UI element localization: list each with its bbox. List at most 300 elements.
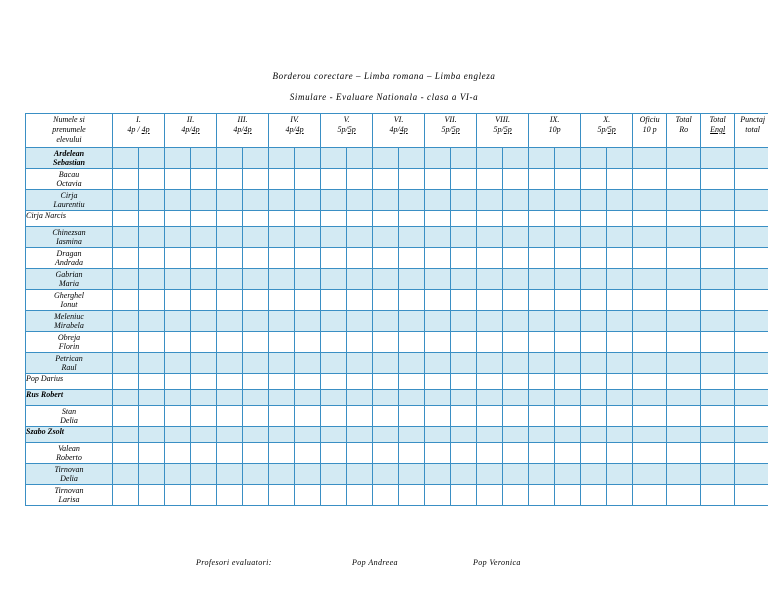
score-cell[interactable]	[321, 464, 347, 485]
score-cell[interactable]	[477, 169, 503, 190]
score-cell[interactable]	[451, 390, 477, 406]
score-cell[interactable]	[503, 269, 529, 290]
score-cell[interactable]	[217, 374, 243, 390]
score-cell[interactable]	[701, 169, 735, 190]
score-cell[interactable]	[607, 269, 633, 290]
score-cell[interactable]	[191, 311, 217, 332]
score-cell[interactable]	[667, 406, 701, 427]
score-cell[interactable]	[165, 169, 191, 190]
score-cell[interactable]	[581, 169, 607, 190]
score-cell[interactable]	[667, 311, 701, 332]
score-cell[interactable]	[113, 374, 139, 390]
score-cell[interactable]	[607, 485, 633, 506]
score-cell[interactable]	[701, 485, 735, 506]
score-cell[interactable]	[529, 485, 555, 506]
score-cell[interactable]	[607, 406, 633, 427]
score-cell[interactable]	[113, 290, 139, 311]
score-cell[interactable]	[529, 427, 555, 443]
score-cell[interactable]	[113, 443, 139, 464]
score-cell[interactable]	[451, 290, 477, 311]
score-cell[interactable]	[735, 148, 768, 169]
score-cell[interactable]	[451, 485, 477, 506]
score-cell[interactable]	[113, 148, 139, 169]
score-cell[interactable]	[701, 148, 735, 169]
score-cell[interactable]	[735, 227, 768, 248]
score-cell[interactable]	[701, 248, 735, 269]
score-cell[interactable]	[607, 443, 633, 464]
score-cell[interactable]	[243, 332, 269, 353]
score-cell[interactable]	[321, 248, 347, 269]
score-cell[interactable]	[477, 148, 503, 169]
score-cell[interactable]	[217, 406, 243, 427]
score-cell[interactable]	[295, 169, 321, 190]
score-cell[interactable]	[633, 406, 667, 427]
score-cell[interactable]	[451, 190, 477, 211]
score-cell[interactable]	[347, 332, 373, 353]
score-cell[interactable]	[113, 332, 139, 353]
score-cell[interactable]	[633, 311, 667, 332]
score-cell[interactable]	[321, 148, 347, 169]
score-cell[interactable]	[217, 311, 243, 332]
score-cell[interactable]	[425, 169, 451, 190]
score-cell[interactable]	[295, 269, 321, 290]
score-cell[interactable]	[555, 406, 581, 427]
score-cell[interactable]	[269, 332, 295, 353]
score-cell[interactable]	[139, 390, 165, 406]
score-cell[interactable]	[269, 190, 295, 211]
score-cell[interactable]	[529, 148, 555, 169]
score-cell[interactable]	[217, 269, 243, 290]
score-cell[interactable]	[191, 190, 217, 211]
score-cell[interactable]	[399, 353, 425, 374]
score-cell[interactable]	[347, 290, 373, 311]
score-cell[interactable]	[503, 406, 529, 427]
score-cell[interactable]	[269, 211, 295, 227]
score-cell[interactable]	[347, 269, 373, 290]
score-cell[interactable]	[399, 464, 425, 485]
score-cell[interactable]	[269, 148, 295, 169]
score-cell[interactable]	[425, 390, 451, 406]
score-cell[interactable]	[113, 485, 139, 506]
score-cell[interactable]	[701, 390, 735, 406]
score-cell[interactable]	[373, 311, 399, 332]
score-cell[interactable]	[735, 311, 768, 332]
score-cell[interactable]	[581, 227, 607, 248]
score-cell[interactable]	[139, 290, 165, 311]
score-cell[interactable]	[399, 269, 425, 290]
score-cell[interactable]	[451, 227, 477, 248]
score-cell[interactable]	[701, 311, 735, 332]
score-cell[interactable]	[607, 227, 633, 248]
score-cell[interactable]	[503, 443, 529, 464]
score-cell[interactable]	[139, 269, 165, 290]
score-cell[interactable]	[503, 148, 529, 169]
score-cell[interactable]	[295, 190, 321, 211]
score-cell[interactable]	[701, 269, 735, 290]
score-cell[interactable]	[165, 269, 191, 290]
score-cell[interactable]	[191, 290, 217, 311]
score-cell[interactable]	[347, 443, 373, 464]
score-cell[interactable]	[581, 464, 607, 485]
score-cell[interactable]	[243, 248, 269, 269]
score-cell[interactable]	[373, 443, 399, 464]
score-cell[interactable]	[529, 211, 555, 227]
score-cell[interactable]	[735, 406, 768, 427]
score-cell[interactable]	[165, 390, 191, 406]
score-cell[interactable]	[217, 190, 243, 211]
score-cell[interactable]	[477, 374, 503, 390]
score-cell[interactable]	[701, 443, 735, 464]
score-cell[interactable]	[373, 190, 399, 211]
score-cell[interactable]	[373, 332, 399, 353]
score-cell[interactable]	[269, 464, 295, 485]
score-cell[interactable]	[399, 332, 425, 353]
score-cell[interactable]	[243, 269, 269, 290]
score-cell[interactable]	[667, 374, 701, 390]
score-cell[interactable]	[529, 269, 555, 290]
score-cell[interactable]	[165, 227, 191, 248]
score-cell[interactable]	[269, 169, 295, 190]
score-cell[interactable]	[555, 190, 581, 211]
score-cell[interactable]	[529, 169, 555, 190]
score-cell[interactable]	[347, 353, 373, 374]
score-cell[interactable]	[191, 332, 217, 353]
score-cell[interactable]	[243, 427, 269, 443]
score-cell[interactable]	[321, 406, 347, 427]
score-cell[interactable]	[503, 353, 529, 374]
score-cell[interactable]	[555, 227, 581, 248]
score-cell[interactable]	[633, 290, 667, 311]
score-cell[interactable]	[321, 211, 347, 227]
score-cell[interactable]	[477, 427, 503, 443]
score-cell[interactable]	[113, 248, 139, 269]
score-cell[interactable]	[451, 169, 477, 190]
score-cell[interactable]	[701, 227, 735, 248]
score-cell[interactable]	[399, 190, 425, 211]
score-cell[interactable]	[399, 443, 425, 464]
score-cell[interactable]	[503, 169, 529, 190]
score-cell[interactable]	[243, 390, 269, 406]
score-cell[interactable]	[269, 311, 295, 332]
score-cell[interactable]	[701, 290, 735, 311]
score-cell[interactable]	[633, 227, 667, 248]
score-cell[interactable]	[217, 353, 243, 374]
score-cell[interactable]	[269, 353, 295, 374]
score-cell[interactable]	[321, 390, 347, 406]
score-cell[interactable]	[425, 311, 451, 332]
score-cell[interactable]	[667, 148, 701, 169]
score-cell[interactable]	[529, 311, 555, 332]
score-cell[interactable]	[347, 169, 373, 190]
score-cell[interactable]	[269, 406, 295, 427]
score-cell[interactable]	[191, 464, 217, 485]
score-cell[interactable]	[295, 485, 321, 506]
score-cell[interactable]	[581, 390, 607, 406]
score-cell[interactable]	[165, 248, 191, 269]
score-cell[interactable]	[701, 353, 735, 374]
score-cell[interactable]	[321, 485, 347, 506]
score-cell[interactable]	[295, 353, 321, 374]
score-cell[interactable]	[735, 390, 768, 406]
score-cell[interactable]	[607, 311, 633, 332]
score-cell[interactable]	[217, 169, 243, 190]
score-cell[interactable]	[581, 290, 607, 311]
score-cell[interactable]	[295, 374, 321, 390]
score-cell[interactable]	[243, 290, 269, 311]
score-cell[interactable]	[477, 390, 503, 406]
score-cell[interactable]	[633, 169, 667, 190]
score-cell[interactable]	[667, 211, 701, 227]
score-cell[interactable]	[269, 485, 295, 506]
score-cell[interactable]	[139, 427, 165, 443]
score-cell[interactable]	[191, 269, 217, 290]
score-cell[interactable]	[633, 148, 667, 169]
score-cell[interactable]	[451, 374, 477, 390]
score-cell[interactable]	[347, 211, 373, 227]
score-cell[interactable]	[701, 374, 735, 390]
score-cell[interactable]	[269, 443, 295, 464]
score-cell[interactable]	[113, 406, 139, 427]
score-cell[interactable]	[667, 427, 701, 443]
score-cell[interactable]	[347, 406, 373, 427]
score-cell[interactable]	[373, 485, 399, 506]
score-cell[interactable]	[477, 464, 503, 485]
score-cell[interactable]	[425, 190, 451, 211]
score-cell[interactable]	[529, 190, 555, 211]
score-cell[interactable]	[191, 248, 217, 269]
score-cell[interactable]	[555, 374, 581, 390]
score-cell[interactable]	[347, 427, 373, 443]
score-cell[interactable]	[633, 248, 667, 269]
score-cell[interactable]	[165, 211, 191, 227]
score-cell[interactable]	[503, 464, 529, 485]
score-cell[interactable]	[191, 443, 217, 464]
score-cell[interactable]	[191, 374, 217, 390]
score-cell[interactable]	[217, 427, 243, 443]
score-cell[interactable]	[347, 190, 373, 211]
score-cell[interactable]	[399, 406, 425, 427]
score-cell[interactable]	[243, 148, 269, 169]
score-cell[interactable]	[451, 353, 477, 374]
score-cell[interactable]	[399, 374, 425, 390]
score-cell[interactable]	[667, 464, 701, 485]
score-cell[interactable]	[139, 211, 165, 227]
score-cell[interactable]	[191, 227, 217, 248]
score-cell[interactable]	[399, 227, 425, 248]
score-cell[interactable]	[735, 211, 768, 227]
score-cell[interactable]	[451, 269, 477, 290]
score-cell[interactable]	[529, 443, 555, 464]
score-cell[interactable]	[217, 227, 243, 248]
score-cell[interactable]	[191, 406, 217, 427]
score-cell[interactable]	[735, 332, 768, 353]
score-cell[interactable]	[555, 332, 581, 353]
score-cell[interactable]	[701, 464, 735, 485]
score-cell[interactable]	[701, 332, 735, 353]
score-cell[interactable]	[477, 190, 503, 211]
score-cell[interactable]	[633, 374, 667, 390]
score-cell[interactable]	[139, 169, 165, 190]
score-cell[interactable]	[243, 211, 269, 227]
score-cell[interactable]	[701, 427, 735, 443]
score-cell[interactable]	[633, 269, 667, 290]
score-cell[interactable]	[503, 390, 529, 406]
score-cell[interactable]	[139, 464, 165, 485]
score-cell[interactable]	[735, 464, 768, 485]
score-cell[interactable]	[503, 485, 529, 506]
score-cell[interactable]	[633, 353, 667, 374]
score-cell[interactable]	[451, 311, 477, 332]
score-cell[interactable]	[295, 427, 321, 443]
score-cell[interactable]	[139, 374, 165, 390]
score-cell[interactable]	[347, 311, 373, 332]
score-cell[interactable]	[633, 332, 667, 353]
score-cell[interactable]	[477, 227, 503, 248]
score-cell[interactable]	[735, 290, 768, 311]
score-cell[interactable]	[399, 485, 425, 506]
score-cell[interactable]	[165, 464, 191, 485]
score-cell[interactable]	[477, 332, 503, 353]
score-cell[interactable]	[503, 248, 529, 269]
score-cell[interactable]	[735, 169, 768, 190]
score-cell[interactable]	[243, 464, 269, 485]
score-cell[interactable]	[607, 190, 633, 211]
score-cell[interactable]	[581, 190, 607, 211]
score-cell[interactable]	[667, 443, 701, 464]
score-cell[interactable]	[243, 190, 269, 211]
score-cell[interactable]	[735, 427, 768, 443]
score-cell[interactable]	[735, 190, 768, 211]
score-cell[interactable]	[529, 390, 555, 406]
score-cell[interactable]	[607, 332, 633, 353]
score-cell[interactable]	[321, 427, 347, 443]
score-cell[interactable]	[529, 406, 555, 427]
score-cell[interactable]	[321, 227, 347, 248]
score-cell[interactable]	[373, 427, 399, 443]
score-cell[interactable]	[425, 227, 451, 248]
score-cell[interactable]	[243, 353, 269, 374]
score-cell[interactable]	[347, 227, 373, 248]
score-cell[interactable]	[113, 190, 139, 211]
score-cell[interactable]	[243, 227, 269, 248]
score-cell[interactable]	[607, 148, 633, 169]
score-cell[interactable]	[581, 311, 607, 332]
score-cell[interactable]	[139, 311, 165, 332]
score-cell[interactable]	[347, 248, 373, 269]
score-cell[interactable]	[667, 485, 701, 506]
score-cell[interactable]	[217, 290, 243, 311]
score-cell[interactable]	[477, 406, 503, 427]
score-cell[interactable]	[667, 332, 701, 353]
score-cell[interactable]	[581, 406, 607, 427]
score-cell[interactable]	[555, 485, 581, 506]
score-cell[interactable]	[477, 211, 503, 227]
score-cell[interactable]	[321, 374, 347, 390]
score-cell[interactable]	[113, 211, 139, 227]
score-cell[interactable]	[425, 485, 451, 506]
score-cell[interactable]	[701, 190, 735, 211]
score-cell[interactable]	[701, 406, 735, 427]
score-cell[interactable]	[321, 290, 347, 311]
score-cell[interactable]	[607, 290, 633, 311]
score-cell[interactable]	[321, 169, 347, 190]
score-cell[interactable]	[581, 269, 607, 290]
score-cell[interactable]	[607, 374, 633, 390]
score-cell[interactable]	[295, 248, 321, 269]
score-cell[interactable]	[139, 406, 165, 427]
score-cell[interactable]	[295, 311, 321, 332]
score-cell[interactable]	[477, 248, 503, 269]
score-cell[interactable]	[321, 311, 347, 332]
score-cell[interactable]	[503, 374, 529, 390]
score-cell[interactable]	[451, 427, 477, 443]
score-cell[interactable]	[477, 485, 503, 506]
score-cell[interactable]	[555, 390, 581, 406]
score-cell[interactable]	[373, 227, 399, 248]
score-cell[interactable]	[477, 443, 503, 464]
score-cell[interactable]	[191, 390, 217, 406]
score-cell[interactable]	[165, 374, 191, 390]
score-cell[interactable]	[347, 390, 373, 406]
score-cell[interactable]	[217, 464, 243, 485]
score-cell[interactable]	[529, 248, 555, 269]
score-cell[interactable]	[191, 169, 217, 190]
score-cell[interactable]	[667, 353, 701, 374]
score-cell[interactable]	[451, 332, 477, 353]
score-cell[interactable]	[667, 190, 701, 211]
score-cell[interactable]	[555, 269, 581, 290]
score-cell[interactable]	[529, 374, 555, 390]
score-cell[interactable]	[735, 269, 768, 290]
score-cell[interactable]	[399, 427, 425, 443]
score-cell[interactable]	[581, 427, 607, 443]
score-cell[interactable]	[139, 443, 165, 464]
score-cell[interactable]	[165, 332, 191, 353]
score-cell[interactable]	[191, 485, 217, 506]
score-cell[interactable]	[633, 443, 667, 464]
score-cell[interactable]	[269, 390, 295, 406]
score-cell[interactable]	[243, 485, 269, 506]
score-cell[interactable]	[399, 311, 425, 332]
score-cell[interactable]	[555, 464, 581, 485]
score-cell[interactable]	[503, 427, 529, 443]
score-cell[interactable]	[667, 248, 701, 269]
score-cell[interactable]	[165, 427, 191, 443]
score-cell[interactable]	[555, 311, 581, 332]
score-cell[interactable]	[451, 443, 477, 464]
score-cell[interactable]	[425, 406, 451, 427]
score-cell[interactable]	[113, 427, 139, 443]
score-cell[interactable]	[321, 269, 347, 290]
score-cell[interactable]	[607, 464, 633, 485]
score-cell[interactable]	[735, 443, 768, 464]
score-cell[interactable]	[425, 269, 451, 290]
score-cell[interactable]	[113, 269, 139, 290]
score-cell[interactable]	[451, 248, 477, 269]
score-cell[interactable]	[399, 211, 425, 227]
score-cell[interactable]	[165, 311, 191, 332]
score-cell[interactable]	[113, 169, 139, 190]
score-cell[interactable]	[139, 190, 165, 211]
score-cell[interactable]	[425, 148, 451, 169]
score-cell[interactable]	[373, 353, 399, 374]
score-cell[interactable]	[425, 290, 451, 311]
score-cell[interactable]	[139, 148, 165, 169]
score-cell[interactable]	[321, 443, 347, 464]
score-cell[interactable]	[373, 390, 399, 406]
score-cell[interactable]	[243, 169, 269, 190]
score-cell[interactable]	[735, 485, 768, 506]
